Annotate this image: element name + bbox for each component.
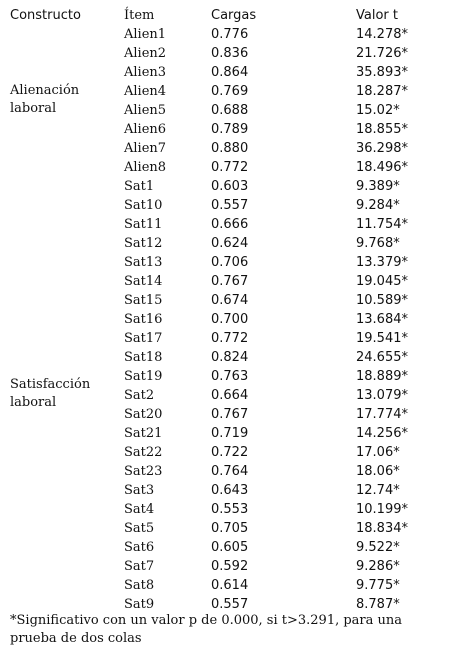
- t-value-cell: 14.256*: [356, 426, 408, 441]
- table-row: [0, 291, 468, 310]
- load-cell: 0.880: [211, 141, 249, 156]
- footnote: *Significativo con un valor p de 0.000, si t>3.291, para una prueba de dos colas: [10, 613, 403, 646]
- item-cell: Alien6: [124, 122, 167, 137]
- table-row: [0, 177, 468, 196]
- item-cell: Sat22: [124, 445, 163, 460]
- item-cell: Sat9: [124, 597, 155, 612]
- header-t-value: Valor t: [356, 8, 398, 23]
- load-cell: 0.772: [211, 331, 249, 346]
- t-value-cell: 17.774*: [356, 407, 408, 422]
- item-cell: Alien7: [124, 141, 167, 156]
- load-cell: 0.605: [211, 540, 249, 555]
- t-value-cell: 18.496*: [356, 160, 408, 175]
- table-row: [0, 310, 468, 329]
- load-cell: 0.824: [211, 350, 249, 365]
- load-cell: 0.553: [211, 502, 249, 517]
- t-value-cell: 9.522*: [356, 540, 400, 555]
- load-cell: 0.666: [211, 217, 249, 232]
- load-cell: 0.700: [211, 312, 249, 327]
- load-cell: 0.592: [211, 559, 249, 574]
- load-cell: 0.767: [211, 274, 249, 289]
- load-cell: 0.767: [211, 407, 249, 422]
- item-cell: Sat5: [124, 521, 155, 536]
- t-value-cell: 9.286*: [356, 559, 400, 574]
- table-row: [0, 82, 468, 101]
- t-value-cell: 14.278*: [356, 27, 408, 42]
- table-row: [0, 500, 468, 519]
- table-row: [0, 386, 468, 405]
- load-cell: 0.557: [211, 597, 249, 612]
- t-value-cell: 18.855*: [356, 122, 408, 137]
- table-row: [0, 329, 468, 348]
- table-row: [0, 462, 468, 481]
- load-cell: 0.557: [211, 198, 249, 213]
- item-cell: Sat15: [124, 293, 163, 308]
- item-cell: Sat21: [124, 426, 163, 441]
- table-row: [0, 348, 468, 367]
- table-row: [0, 196, 468, 215]
- load-cell: 0.664: [211, 388, 249, 403]
- item-cell: Alien3: [124, 65, 167, 80]
- load-cell: 0.776: [211, 27, 249, 42]
- table-row: [0, 443, 468, 462]
- t-value-cell: 8.787*: [356, 597, 400, 612]
- t-value-cell: 18.287*: [356, 84, 408, 99]
- t-value-cell: 36.298*: [356, 141, 408, 156]
- t-value-cell: 13.079*: [356, 388, 408, 403]
- t-value-cell: 13.684*: [356, 312, 408, 327]
- t-value-cell: 18.889*: [356, 369, 408, 384]
- load-cell: 0.706: [211, 255, 249, 270]
- table-row: [0, 557, 468, 576]
- table-row: [0, 367, 468, 386]
- item-cell: Sat12: [124, 236, 163, 251]
- table-row: [0, 272, 468, 291]
- table-row: [0, 215, 468, 234]
- header-item: Ítem: [124, 8, 155, 23]
- table-row: [0, 481, 468, 500]
- table-row: [0, 538, 468, 557]
- t-value-cell: 9.389*: [356, 179, 400, 194]
- item-cell: Alien8: [124, 160, 167, 175]
- t-value-cell: 15.02*: [356, 103, 400, 118]
- load-cell: 0.764: [211, 464, 249, 479]
- construct-alienation: Alienación laboral: [10, 83, 80, 116]
- item-cell: Sat7: [124, 559, 155, 574]
- item-cell: Sat10: [124, 198, 163, 213]
- table-body: [0, 25, 468, 614]
- load-cell: 0.763: [211, 369, 249, 384]
- t-value-cell: 19.541*: [356, 331, 408, 346]
- load-cell: 0.614: [211, 578, 249, 593]
- load-cell: 0.719: [211, 426, 249, 441]
- t-value-cell: 12.74*: [356, 483, 400, 498]
- load-cell: 0.789: [211, 122, 249, 137]
- item-cell: Alien5: [124, 103, 167, 118]
- t-value-cell: 9.284*: [356, 198, 400, 213]
- item-cell: Sat11: [124, 217, 163, 232]
- item-cell: Sat8: [124, 578, 155, 593]
- item-cell: Sat20: [124, 407, 163, 422]
- table-row: [0, 25, 468, 44]
- item-cell: Sat17: [124, 331, 163, 346]
- construct-satisfaction: Satisfacción laboral: [10, 377, 91, 410]
- table-row: [0, 253, 468, 272]
- item-cell: Sat14: [124, 274, 163, 289]
- item-cell: Sat19: [124, 369, 163, 384]
- load-cell: 0.603: [211, 179, 249, 194]
- t-value-cell: 18.06*: [356, 464, 400, 479]
- item-cell: Alien2: [124, 46, 167, 61]
- table-row: [0, 405, 468, 424]
- t-value-cell: 10.589*: [356, 293, 408, 308]
- t-value-cell: 11.754*: [356, 217, 408, 232]
- item-cell: Sat16: [124, 312, 163, 327]
- load-cell: 0.769: [211, 84, 249, 99]
- item-cell: Sat18: [124, 350, 163, 365]
- t-value-cell: 21.726*: [356, 46, 408, 61]
- table-row: [0, 576, 468, 595]
- item-cell: Alien4: [124, 84, 167, 99]
- header-construct: Constructo: [10, 8, 81, 23]
- table-row: [0, 44, 468, 63]
- load-cell: 0.772: [211, 160, 249, 175]
- item-cell: Alien1: [124, 27, 167, 42]
- table-row: [0, 120, 468, 139]
- load-cell: 0.643: [211, 483, 249, 498]
- table-row: [0, 139, 468, 158]
- item-cell: Sat1: [124, 179, 155, 194]
- load-cell: 0.836: [211, 46, 249, 61]
- t-value-cell: 18.834*: [356, 521, 408, 536]
- table-row: [0, 424, 468, 443]
- t-value-cell: 10.199*: [356, 502, 408, 517]
- item-cell: Sat23: [124, 464, 163, 479]
- t-value-cell: 24.655*: [356, 350, 408, 365]
- item-cell: Sat2: [124, 388, 155, 403]
- table-row: [0, 234, 468, 253]
- load-cell: 0.705: [211, 521, 249, 536]
- table-row: [0, 519, 468, 538]
- item-cell: Sat6: [124, 540, 155, 555]
- t-value-cell: 35.893*: [356, 65, 408, 80]
- t-value-cell: 9.775*: [356, 578, 400, 593]
- t-value-cell: 13.379*: [356, 255, 408, 270]
- load-cell: 0.674: [211, 293, 249, 308]
- t-value-cell: 17.06*: [356, 445, 400, 460]
- item-cell: Sat4: [124, 502, 155, 517]
- table-row: [0, 158, 468, 177]
- table-row: [0, 101, 468, 120]
- load-cell: 0.722: [211, 445, 249, 460]
- item-cell: Sat3: [124, 483, 155, 498]
- t-value-cell: 19.045*: [356, 274, 408, 289]
- header-loads: Cargas: [211, 8, 257, 23]
- load-cell: 0.864: [211, 65, 249, 80]
- load-cell: 0.624: [211, 236, 249, 251]
- t-value-cell: 9.768*: [356, 236, 400, 251]
- load-cell: 0.688: [211, 103, 249, 118]
- table-row: [0, 63, 468, 82]
- item-cell: Sat13: [124, 255, 163, 270]
